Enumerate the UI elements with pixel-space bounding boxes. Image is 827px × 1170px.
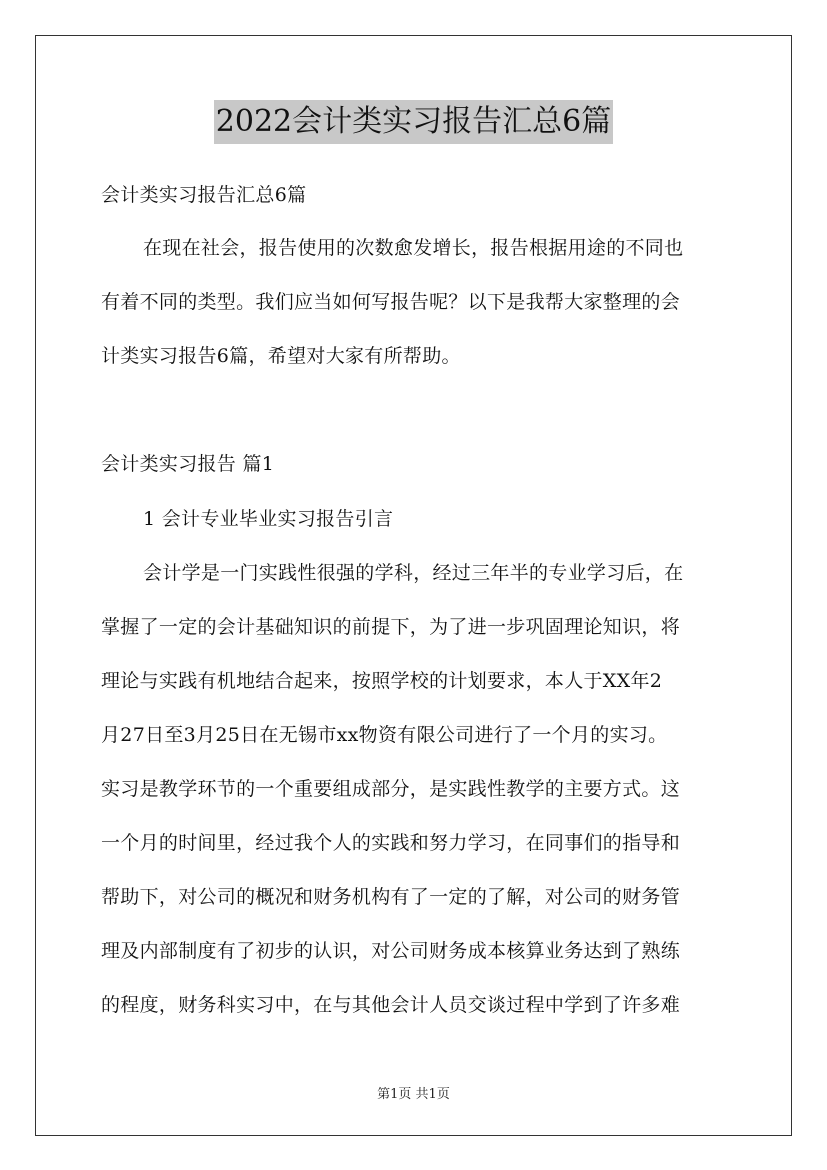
paragraph-line: 在现在社会，报告使用的次数愈发增长，报告根据用途的不同也 xyxy=(143,237,684,259)
paragraph-line: 会计学是一门实践性很强的学科，经过三年半的专业学习后，在 xyxy=(143,562,684,584)
section-heading: 会计类实习报告 篇1 xyxy=(101,453,275,475)
paragraph-line: 月27日至3月25日在无锡市xx物资有限公司进行了一个月的实习。 xyxy=(101,724,668,746)
paragraph-line: 帮助下，对公司的概况和财务机构有了一定的了解，对公司的财务管 xyxy=(101,886,681,908)
document-title: 2022会计类实习报告汇总6篇 xyxy=(214,100,613,144)
paragraph-line: 有着不同的类型。我们应当如何写报告呢？以下是我帮大家整理的会 xyxy=(101,291,681,313)
subtitle-line: 会计类实习报告汇总6篇 xyxy=(101,184,307,206)
paragraph-line: 掌握了一定的会计基础知识的前提下，为了进一步巩固理论知识，将 xyxy=(101,616,681,638)
paragraph-line: 计类实习报告6篇，希望对大家有所帮助。 xyxy=(101,345,461,367)
page-footer: 第1页 共1页 xyxy=(377,1087,450,1102)
paragraph-line: 理及内部制度有了初步的认识，对公司财务成本核算业务达到了熟练 xyxy=(101,940,681,962)
paragraph-line: 一个月的时间里，经过我个人的实践和努力学习，在同事们的指导和 xyxy=(101,832,681,854)
paragraph-line: 理论与实践有机地结合起来，按照学校的计划要求，本人于XX年2 xyxy=(101,670,663,692)
paragraph-line: 的程度，财务科实习中，在与其他会计人员交谈过程中学到了许多难 xyxy=(101,994,681,1016)
paragraph-line: 实习是教学环节的一个重要组成部分，是实践性教学的主要方式。这 xyxy=(101,778,681,800)
subsection-heading: 1 会计专业毕业实习报告引言 xyxy=(143,508,394,530)
title-container xyxy=(0,100,827,144)
